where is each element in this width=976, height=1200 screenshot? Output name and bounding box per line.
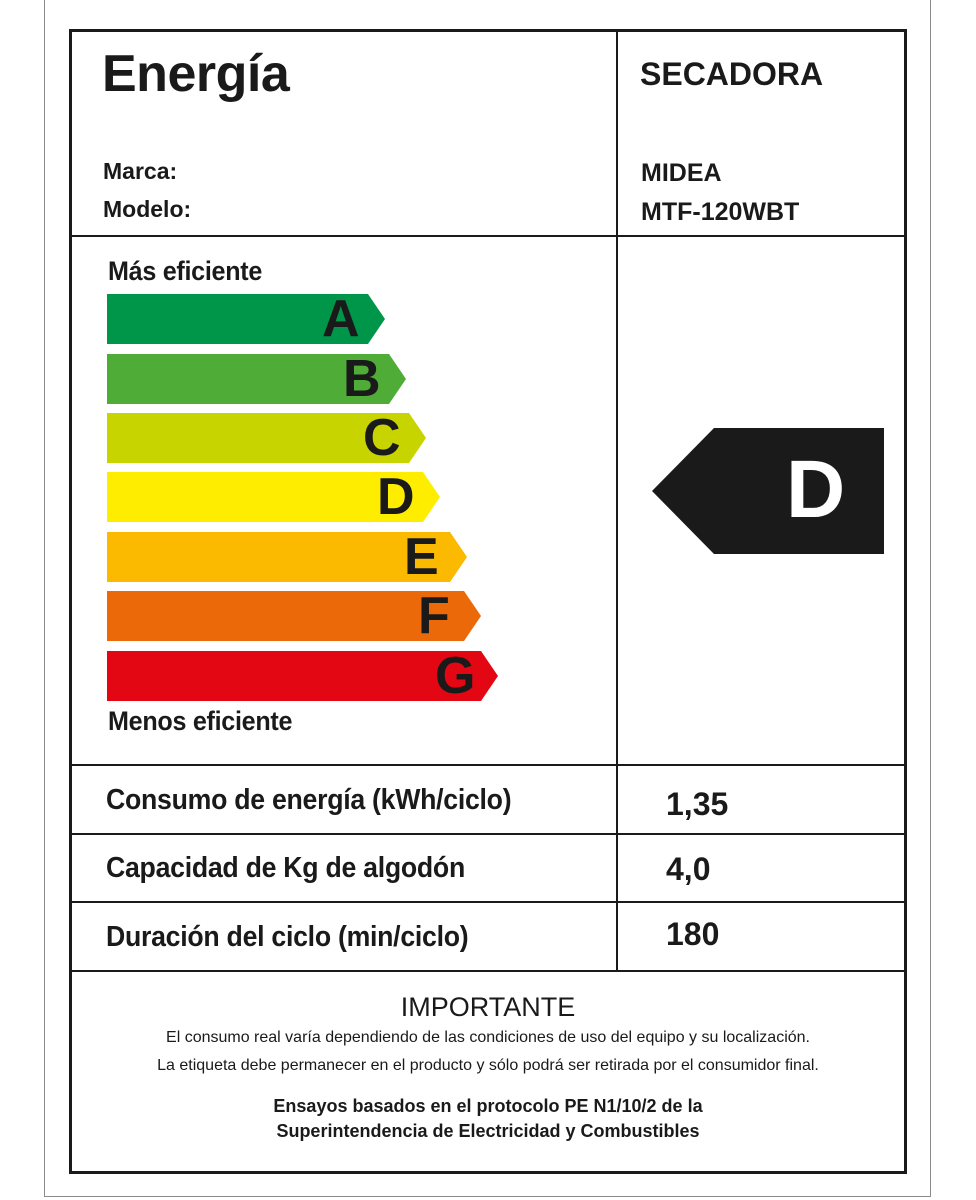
efficiency-class-letter: B [343, 350, 381, 408]
divider-spec-1 [72, 833, 904, 835]
efficiency-class-letter: A [322, 290, 360, 348]
efficiency-class-letter: G [435, 647, 476, 705]
efficiency-class-letter: C [363, 409, 401, 467]
spec-value-energy: 1,35 [666, 786, 729, 822]
protocol-line-2: Superintendencia de Electricidad y Combustibles [276, 1121, 700, 1141]
spec-label-energy: Consumo de energía (kWh/ciclo) [106, 784, 512, 816]
efficiency-bar-c [107, 409, 426, 467]
column-divider [616, 32, 618, 972]
brand-label: Marca: [103, 158, 178, 184]
spec-label-duration: Duración del ciclo (min/ciclo) [106, 921, 469, 953]
efficiency-bar-g [107, 647, 498, 705]
model-value: MTF-120WBT [641, 198, 800, 226]
notice-label-removal: La etiqueta debe permanecer en el producto y sólo podrá ser retirada por el consumidor final. [157, 1057, 819, 1074]
divider-scale [72, 764, 904, 766]
rating-letter: D [786, 444, 846, 535]
least-efficient-caption: Menos eficiente [108, 706, 293, 736]
protocol-line-1: Ensayos basados en el protocolo PE N1/10/2 de la [273, 1096, 703, 1116]
divider-spec-2 [72, 901, 904, 903]
spec-label-capacity: Capacidad de Kg de algodón [106, 852, 465, 884]
important-heading: IMPORTANTE [400, 992, 576, 1022]
efficiency-bar-a [107, 290, 385, 348]
model-label: Modelo: [103, 196, 192, 222]
efficiency-bar-d [107, 468, 440, 526]
appliance-type: SECADORA [640, 56, 824, 92]
efficiency-bar-b [107, 350, 406, 408]
notice-consumption: El consumo real varía dependiendo de las condiciones de uso del equipo y su localización. [166, 1029, 810, 1046]
energy-label [69, 29, 907, 1174]
spec-value-capacity: 4,0 [666, 851, 711, 887]
efficiency-class-letter: E [404, 528, 439, 586]
brand-value: MIDEA [641, 159, 722, 187]
divider-spec-3 [72, 970, 904, 972]
divider-header [72, 235, 904, 237]
spec-value-duration: 180 [666, 916, 720, 952]
efficiency-bar-f [107, 587, 481, 645]
efficiency-class-letter: D [377, 468, 415, 526]
most-efficient-caption: Más eficiente [108, 256, 263, 286]
efficiency-bar-e [107, 528, 467, 586]
rating-arrow-icon [652, 428, 884, 554]
efficiency-class-letter: F [418, 587, 450, 645]
label-title: Energía [102, 45, 290, 103]
